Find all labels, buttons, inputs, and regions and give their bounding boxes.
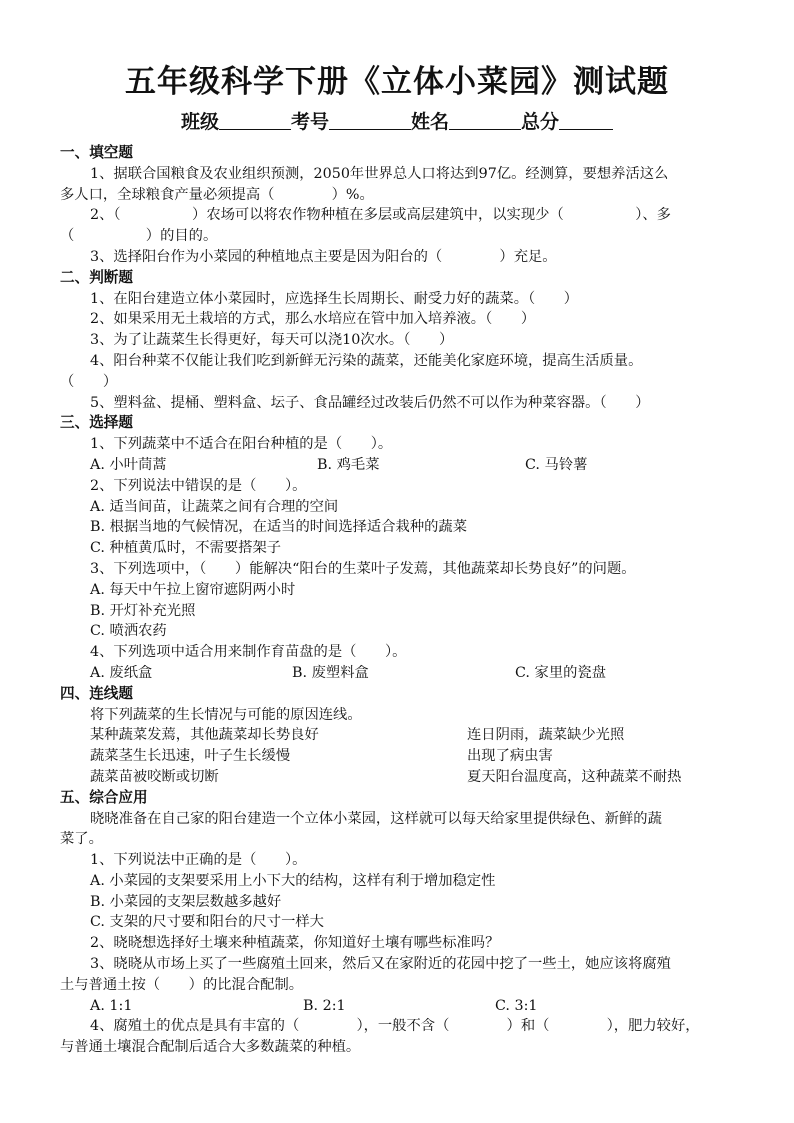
- score-label: 总分: [521, 111, 560, 133]
- fill-q1-line1: 1、据联合国粮食及农业组织预测，2050年世界总人口将达到97亿。经测算，要想养活这么: [90, 165, 669, 182]
- matching-row: [60, 767, 740, 788]
- app-q3-option-a[interactable]: A. 1:1: [90, 997, 133, 1014]
- mc-q4-option-b[interactable]: B. 废塑料盒: [292, 664, 369, 681]
- mc-q1-option-c[interactable]: C. 马铃薯: [525, 456, 588, 473]
- mc-q4-options: [60, 663, 740, 684]
- tf-q5: 5、塑料盆、提桶、塑料盒、坛子、食品罐经过改装后仍然不可以作为种菜容器。（ ）: [90, 394, 650, 411]
- tf-q3: 3、为了让蔬菜生长得更好，每天可以浇10次水。（ ）: [90, 332, 454, 349]
- student-info-line: [0, 108, 794, 136]
- mc-q3-option-b[interactable]: B. 开灯补充光照: [90, 602, 196, 619]
- name-label: 姓名: [411, 111, 450, 133]
- app-q1-option-c[interactable]: C. 支架的尺寸要和阳台的尺寸一样大: [90, 914, 324, 931]
- mc-q1-options: [60, 455, 740, 476]
- tf-q1: 1、在阳台建造立体小菜园时，应选择生长周期长、耐受力好的蔬菜。（ ）: [90, 290, 579, 307]
- mc-q3-option-a[interactable]: A. 每天中午拉上窗帘遮阴两小时: [90, 581, 296, 598]
- fill-q1-line2: 多人口，全球粮食产量必须提高（ ）%。: [60, 186, 374, 203]
- fill-q3: 3、选择阳台作为小菜园的种植地点主要是因为阳台的（ ）充足。: [90, 248, 557, 265]
- app-q3-option-b[interactable]: B. 2:1: [303, 997, 346, 1014]
- score-blank[interactable]: [559, 109, 613, 130]
- section-heading-matching: 四、连线题: [60, 684, 133, 702]
- app-q4-line2: 与普通土壤混合配制后适合大多数蔬菜的种植。: [60, 1039, 361, 1056]
- fill-q2-line2: （ ）的目的。: [60, 228, 218, 245]
- exam-no-blank[interactable]: [329, 109, 411, 130]
- app-q2: 2、晓晓想选择好土壤来种植蔬菜，你知道好土壤有哪些标准吗？: [90, 935, 500, 952]
- app-q3-line2: 土与普通土按（ ）的比混合配制。: [60, 976, 304, 993]
- mc-q1-option-b[interactable]: B. 鸡毛菜: [317, 456, 380, 473]
- app-q4-line1: 4、腐殖土的优点是具有丰富的（ ），一般不含（ ）和（ ），肥力较好，: [90, 1018, 700, 1035]
- matching-right-item[interactable]: 连日阴雨，蔬菜缺少光照: [467, 727, 625, 744]
- matching-left-item[interactable]: 蔬菜茎生长迅速，叶子生长缓慢: [90, 748, 291, 765]
- matching-row: [60, 725, 740, 746]
- section-heading-application: 五、综合应用: [60, 788, 148, 806]
- matching-left-item[interactable]: 某种蔬菜发蔫，其他蔬菜却长势良好: [90, 727, 319, 744]
- section-heading-multiple-choice: 三、选择题: [60, 414, 133, 432]
- app-q3-options: [60, 996, 740, 1017]
- class-label: 班级: [180, 111, 219, 133]
- mc-q1: 1、下列蔬菜中不适合在阳台种植的是（ ）。: [90, 436, 393, 453]
- worksheet-content: [60, 143, 740, 1058]
- mc-q2-option-c[interactable]: C. 种植黄瓜时，不需要搭架子: [90, 540, 282, 557]
- app-q1-option-a[interactable]: A. 小菜园的支架要采用上小下大的结构，这样有利于增加稳定性: [90, 872, 496, 889]
- mc-q3-option-c[interactable]: C. 喷洒农药: [90, 623, 167, 640]
- class-blank[interactable]: [219, 109, 291, 130]
- fill-q2-line1: 2、（ ）农场可以将农作物种植在多层或高层建筑中，以实现少（ ）、多: [90, 207, 671, 224]
- section-heading-true-false: 二、判断题: [60, 268, 133, 286]
- page-title: 五年级科学下册《立体小菜园》测试题: [125, 64, 669, 100]
- matching-row: [60, 746, 740, 767]
- matching-left-item[interactable]: 蔬菜苗被咬断或切断: [90, 768, 219, 785]
- tf-q4-line2: （ ）: [60, 373, 118, 390]
- app-q3-line1: 3、晓晓从市场上买了一些腐殖土回来，然后又在家附近的花园中挖了一些土，她应该将腐殖: [90, 956, 671, 973]
- mc-q3: 3、下列选项中，（ ）能解决“阳台的生菜叶子发蔫，其他蔬菜却长势良好”的问题。: [90, 560, 636, 577]
- mc-q2-option-b[interactable]: B. 根据当地的气候情况，在适当的时间选择适合栽种的蔬菜: [90, 519, 468, 536]
- app-q1-option-b[interactable]: B. 小菜园的支架层数越多越好: [90, 893, 282, 910]
- matching-right-item[interactable]: 夏天阳台温度高，这种蔬菜不耐热: [467, 768, 682, 785]
- section-heading-fill-blank: 一、填空题: [60, 144, 133, 161]
- matching-intro: 将下列蔬菜的生长情况与可能的原因连线。: [90, 706, 362, 723]
- app-intro-line1: 晓晓准备在自己家的阳台建造一个立体小菜园，这样就可以每天给家里提供绿色、新鲜的蔬: [90, 810, 662, 827]
- app-intro-line2: 菜了。: [60, 831, 103, 848]
- app-q3-option-c[interactable]: C. 3:1: [495, 997, 538, 1014]
- mc-q2: 2、下列说法中错误的是（ ）。: [90, 477, 307, 494]
- matching-right-item[interactable]: 出现了病虫害: [467, 748, 553, 765]
- name-blank[interactable]: [449, 109, 521, 130]
- mc-q4-option-c[interactable]: C. 家里的瓷盘: [515, 664, 607, 681]
- mc-q4: 4、下列选项中适合用来制作育苗盘的是（ ）。: [90, 644, 407, 661]
- tf-q4-line1: 4、阳台种菜不仅能让我们吃到新鲜无污染的蔬菜，还能美化家庭环境，提高生活质量。: [90, 352, 643, 369]
- mc-q4-option-a[interactable]: A. 废纸盒: [90, 664, 153, 681]
- mc-q1-option-a[interactable]: A. 小叶茼蒿: [90, 456, 167, 473]
- mc-q2-option-a[interactable]: A. 适当间苗，让蔬菜之间有合理的空间: [90, 498, 339, 515]
- app-q1: 1、下列说法中正确的是（ ）。: [90, 852, 307, 869]
- exam-no-label: 考号: [290, 111, 329, 133]
- tf-q2: 2、如果采用无土栽培的方式，那么水培应在管中加入培养液。（ ）: [90, 311, 536, 328]
